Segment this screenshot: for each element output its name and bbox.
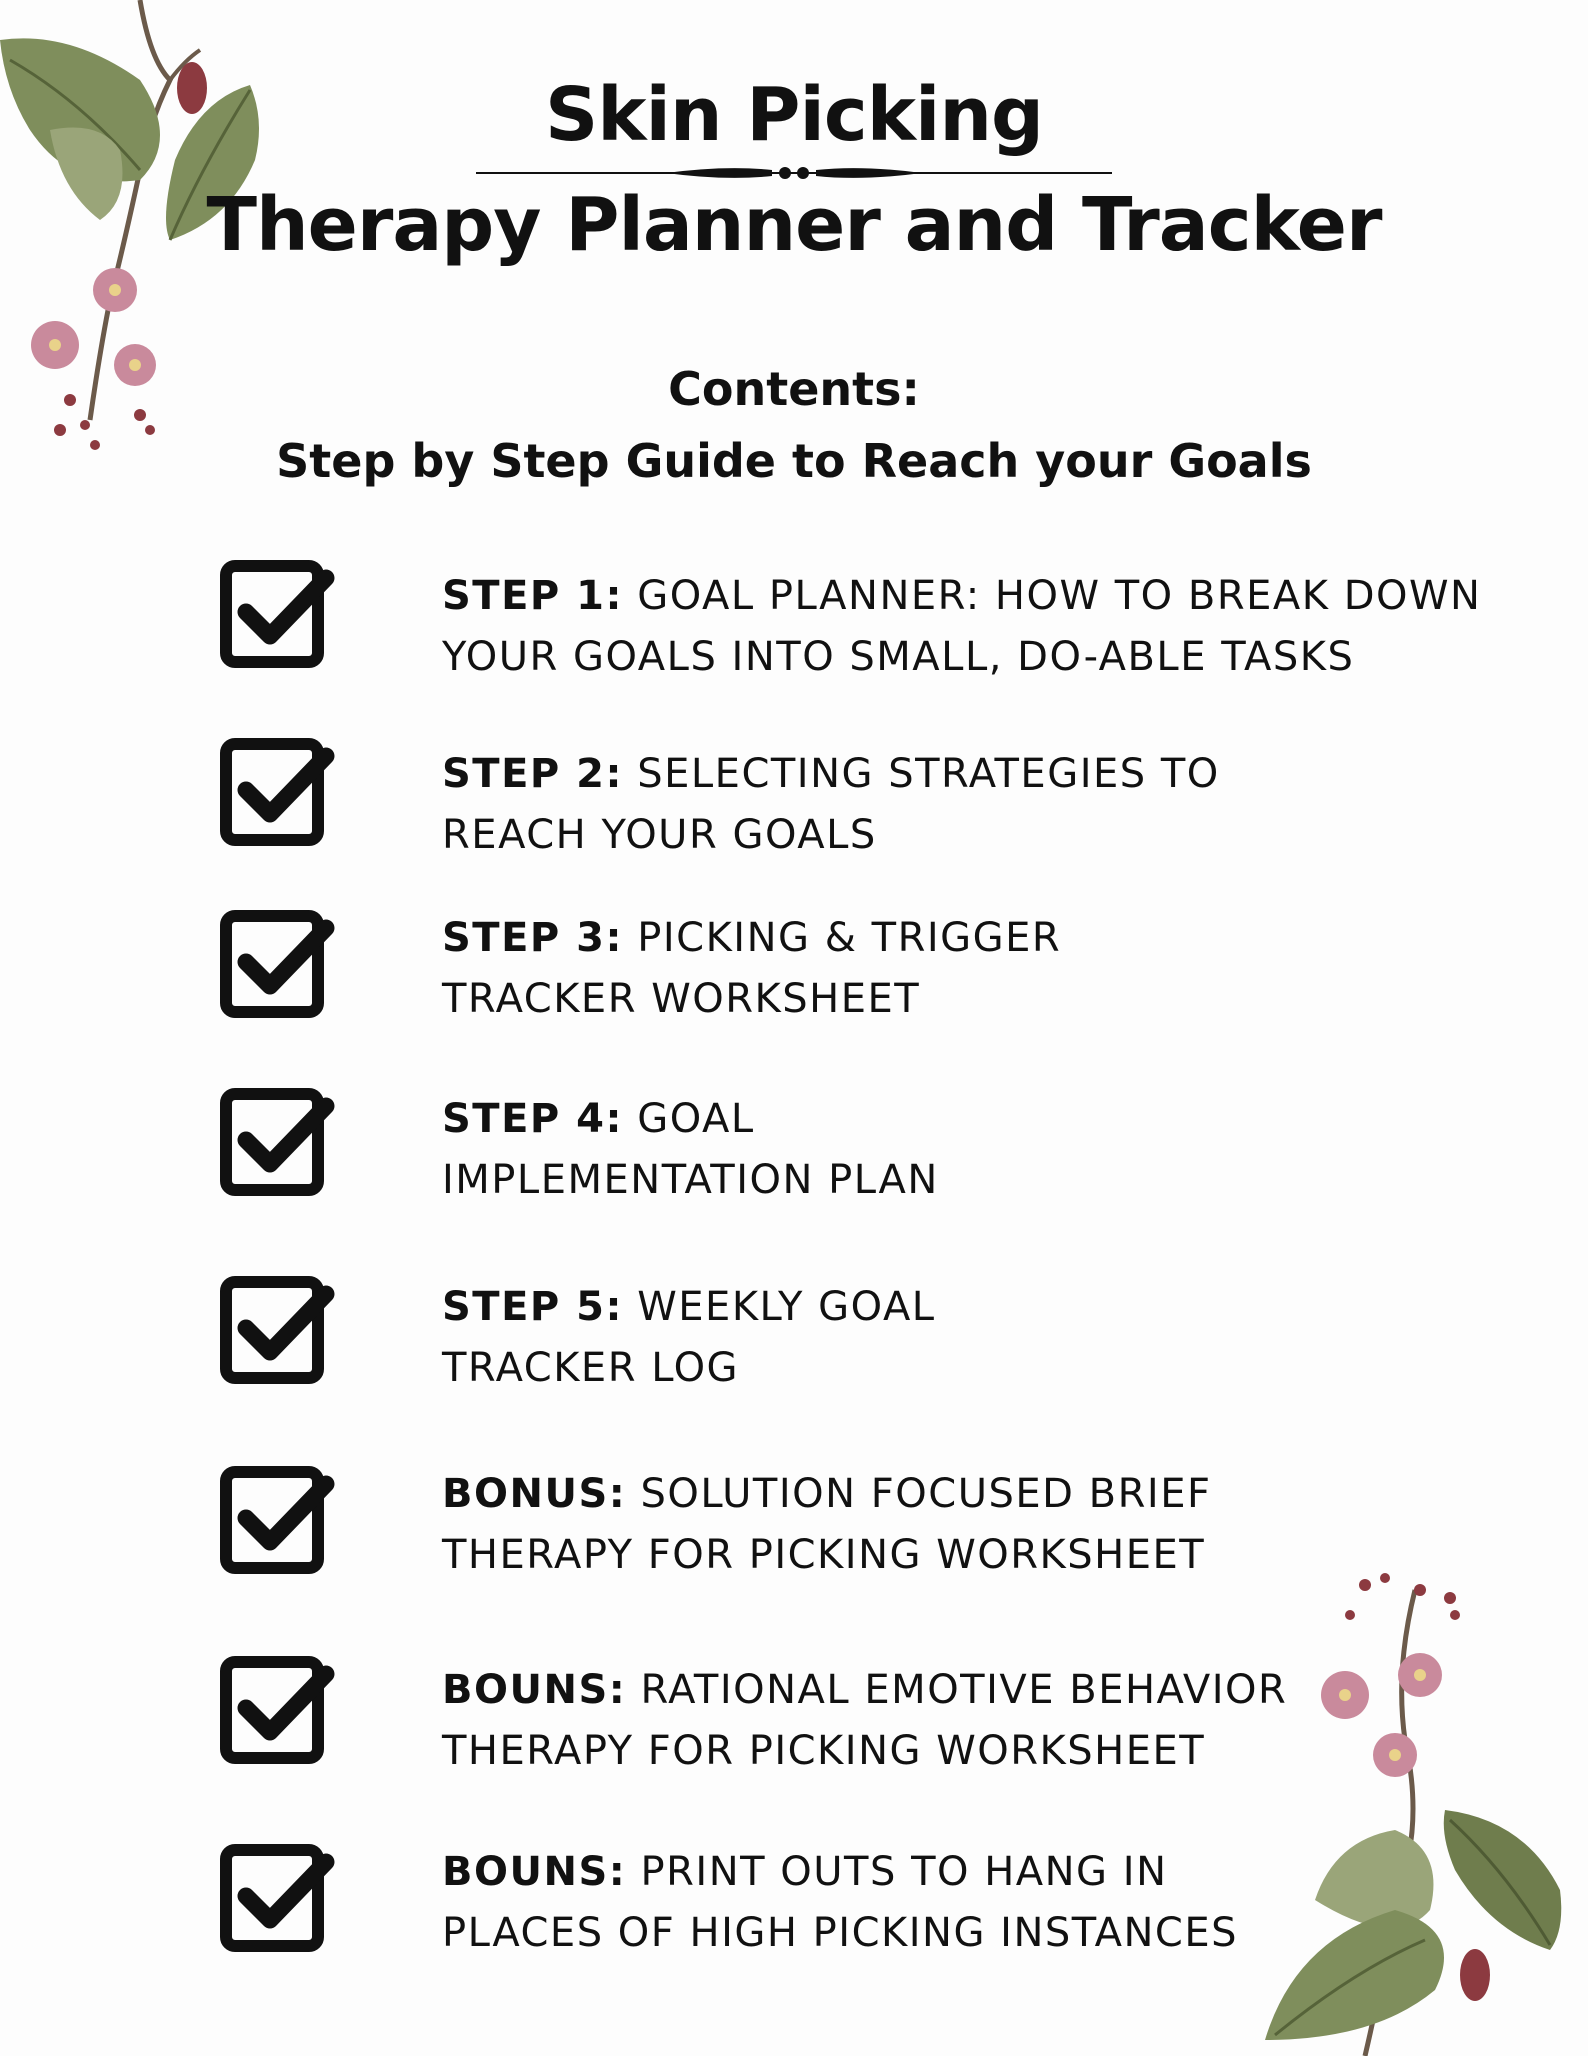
step-text-line-2: THERAPY FOR PICKING WORKSHEET (442, 1532, 1206, 1578)
step-label: BOUNS: (442, 1849, 627, 1895)
step-text-line-1: PRINT OUTS TO HANG IN (626, 1849, 1168, 1895)
contents-subtitle: Step by Step Guide to Reach your Goals (276, 434, 1312, 488)
step-label: BONUS: (442, 1471, 627, 1517)
step-text-line-1: WEEKLY GOAL (623, 1284, 936, 1330)
checkbox-checked-icon (218, 556, 338, 676)
step-text-line-2: IMPLEMENTATION PLAN (442, 1157, 939, 1203)
checkbox-checked-icon (218, 1652, 338, 1772)
step-text-line-2: TRACKER WORKSHEET (442, 976, 921, 1022)
step-label: STEP 3: (442, 915, 623, 961)
step-text-line-1: RATIONAL EMOTIVE BEHAVIOR (626, 1667, 1288, 1713)
contents-heading: Contents: (668, 362, 920, 416)
step-text-line-1: GOAL PLANNER: HOW TO BREAK DOWN (623, 573, 1482, 619)
step-label: BOUNS: (442, 1667, 627, 1713)
step-text-line-2: THERAPY FOR PICKING WORKSHEET (442, 1728, 1206, 1774)
step-text-line-2: YOUR GOALS INTO SMALL, DO-ABLE TASKS (442, 634, 1355, 680)
page-title-line-2: Therapy Planner and Tracker (206, 182, 1382, 268)
step-text-line-1: SELECTING STRATEGIES TO (623, 751, 1220, 797)
checkbox-checked-icon (218, 734, 338, 854)
checkbox-checked-icon (218, 1272, 338, 1392)
step-label: STEP 4: (442, 1096, 623, 1142)
page-title-line-1: Skin Picking (544, 72, 1043, 158)
step-text-line-1: PICKING & TRIGGER (623, 915, 1062, 961)
step-label: STEP 1: (442, 573, 623, 619)
checkbox-checked-icon (218, 1840, 338, 1960)
step-text-line-1: SOLUTION FOCUSED BRIEF (626, 1471, 1212, 1517)
step-label: STEP 5: (442, 1284, 623, 1330)
floral-decoration-bottom-right (1255, 1570, 1588, 2056)
step-text-line-2: PLACES OF HIGH PICKING INSTANCES (442, 1910, 1238, 1956)
checkbox-checked-icon (218, 1462, 338, 1582)
checkbox-checked-icon (218, 906, 338, 1026)
step-text-line-2: TRACKER LOG (442, 1345, 740, 1391)
step-text-line-1: GOAL (623, 1096, 755, 1142)
step-label: STEP 2: (442, 751, 623, 797)
step-text-line-2: REACH YOUR GOALS (442, 812, 877, 858)
checkbox-checked-icon (218, 1084, 338, 1204)
